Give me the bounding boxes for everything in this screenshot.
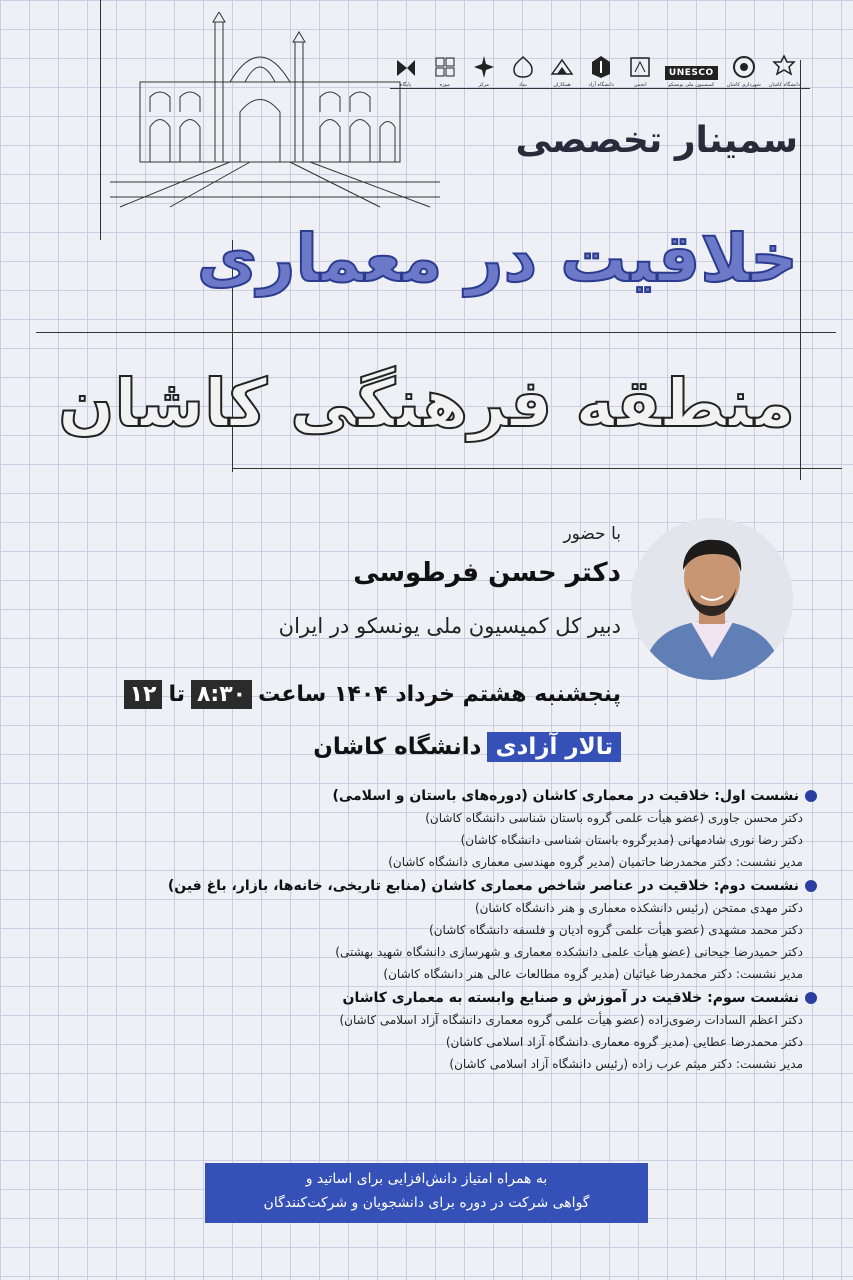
region-title: منطقه فرهنگی کاشان [58, 365, 795, 442]
organization-logo-7: بنیاد [507, 54, 538, 88]
session-title: نشست سوم: خلاقیت در آموزش و صنایع وابسته به معماری کاشان [37, 990, 817, 1006]
session-member: دکتر اعظم السادات رضوی‌زاده (عضو هیأت علمی گروه معماری دانشگاه آزاد اسلامی کاشان) [339, 1013, 803, 1027]
organization-logo-8: مرکز [468, 54, 499, 88]
session-title: نشست اول: خلاقیت در معماری کاشان (دوره‌های باستان و اسلامی) [37, 788, 817, 804]
speaker-role: دبیر کل کمیسیون ملی یونسکو در ایران [278, 614, 621, 638]
venue-place: دانشگاه کاشان [313, 734, 482, 760]
session-moderator: مدیر نشست: دکتر محمدرضا حاتمیان (مدیر گروه مهندسی معماری دانشگاه کاشان) [388, 855, 803, 869]
unesco-logo: UNESCO کمیسیون ملی یونسکو [664, 66, 719, 88]
speaker-name: دکتر حسن فرطوسی [353, 558, 621, 588]
organization-logo-4: انجمن [625, 54, 656, 88]
session-2 [37, 878, 817, 982]
seminar-label: سمینار تخصصی [515, 120, 798, 161]
organization-logo-10: پایگاه [390, 54, 421, 88]
event-venue [313, 732, 621, 762]
bullet-icon [805, 880, 817, 892]
sessions-list [37, 788, 817, 1080]
notice-line-1: به همراه امتیاز دانش‌افزایی برای اساتید و [305, 1171, 548, 1187]
event-datetime [124, 680, 621, 709]
certificate-notice [205, 1163, 648, 1223]
organization-logo-6: همکاران [546, 54, 577, 88]
session-member: دکتر محمدرضا عطایی (مدیر گروه معماری دانشگاه آزاد اسلامی کاشان) [445, 1035, 803, 1049]
frame-line-middle [36, 332, 836, 333]
frame-line-vertical-right [800, 60, 801, 480]
speaker-photo [631, 518, 793, 680]
frame-line-vertical-left [100, 0, 101, 240]
session-1 [37, 788, 817, 870]
bullet-icon [805, 992, 817, 1004]
start-time-badge: ۸:۳۰ [191, 680, 252, 709]
end-time-badge: ۱۲ [124, 680, 163, 709]
session-moderator: مدیر نشست: دکتر میثم عرب زاده (رئیس دانشگاه آزاد اسلامی کاشان) [449, 1057, 803, 1071]
main-title: خلاقیت در معماری [196, 220, 798, 297]
presence-label: با حضور [563, 524, 621, 544]
session-member: دکتر حمیدرضا جیحانی (عضو هیأت علمی دانشکده معماری و شهرسازی دانشگاه شهید بهشتی) [335, 945, 803, 959]
session-title: نشست دوم: خلاقیت در عناصر شاخص معماری کاشان (منابع تاریخی، خانه‌ها، بازار، باغ فین) [37, 878, 817, 894]
frame-line-bottom [232, 468, 842, 469]
azad-university-logo: دانشگاه آزاد [586, 54, 617, 88]
university-of-kashan-logo: دانشگاه کاشان [769, 54, 800, 88]
session-member: دکتر رضا نوری شادمهانی (مدیرگروه باستان شناسی دانشگاه کاشان) [460, 833, 803, 847]
session-member: دکتر محسن جاوری (عضو هیأت علمی گروه باستان شناسی دانشگاه کاشان) [425, 811, 803, 825]
to-label: تا [168, 682, 185, 707]
date-text: پنجشنبه هشتم خرداد ۱۴۰۴ ساعت [258, 682, 621, 707]
bullet-icon [805, 790, 817, 802]
session-member: دکتر مهدی ممتحن (رئیس دانشکده معماری و هنر دانشگاه کاشان) [474, 901, 803, 915]
sponsor-logos [390, 38, 800, 88]
session-3 [37, 990, 817, 1072]
notice-line-2: گواهی شرکت در دوره برای دانشجویان و شرکت‌کنندگان [263, 1195, 590, 1211]
session-member: دکتر محمد مشهدی (عضو هیأت علمی گروه ادیان و فلسفه دانشگاه کاشان) [429, 923, 803, 937]
session-moderator: مدیر نشست: دکتر محمدرضا غیاثیان (مدیر گروه مطالعات عالی هنر دانشگاه کاشان) [383, 967, 803, 981]
organization-logo-9: موزه [429, 54, 460, 88]
municipality-logo: شهرداری کاشان [727, 54, 761, 88]
frame-line-top [390, 88, 810, 89]
venue-hall-badge: تالار آزادی [487, 732, 621, 762]
